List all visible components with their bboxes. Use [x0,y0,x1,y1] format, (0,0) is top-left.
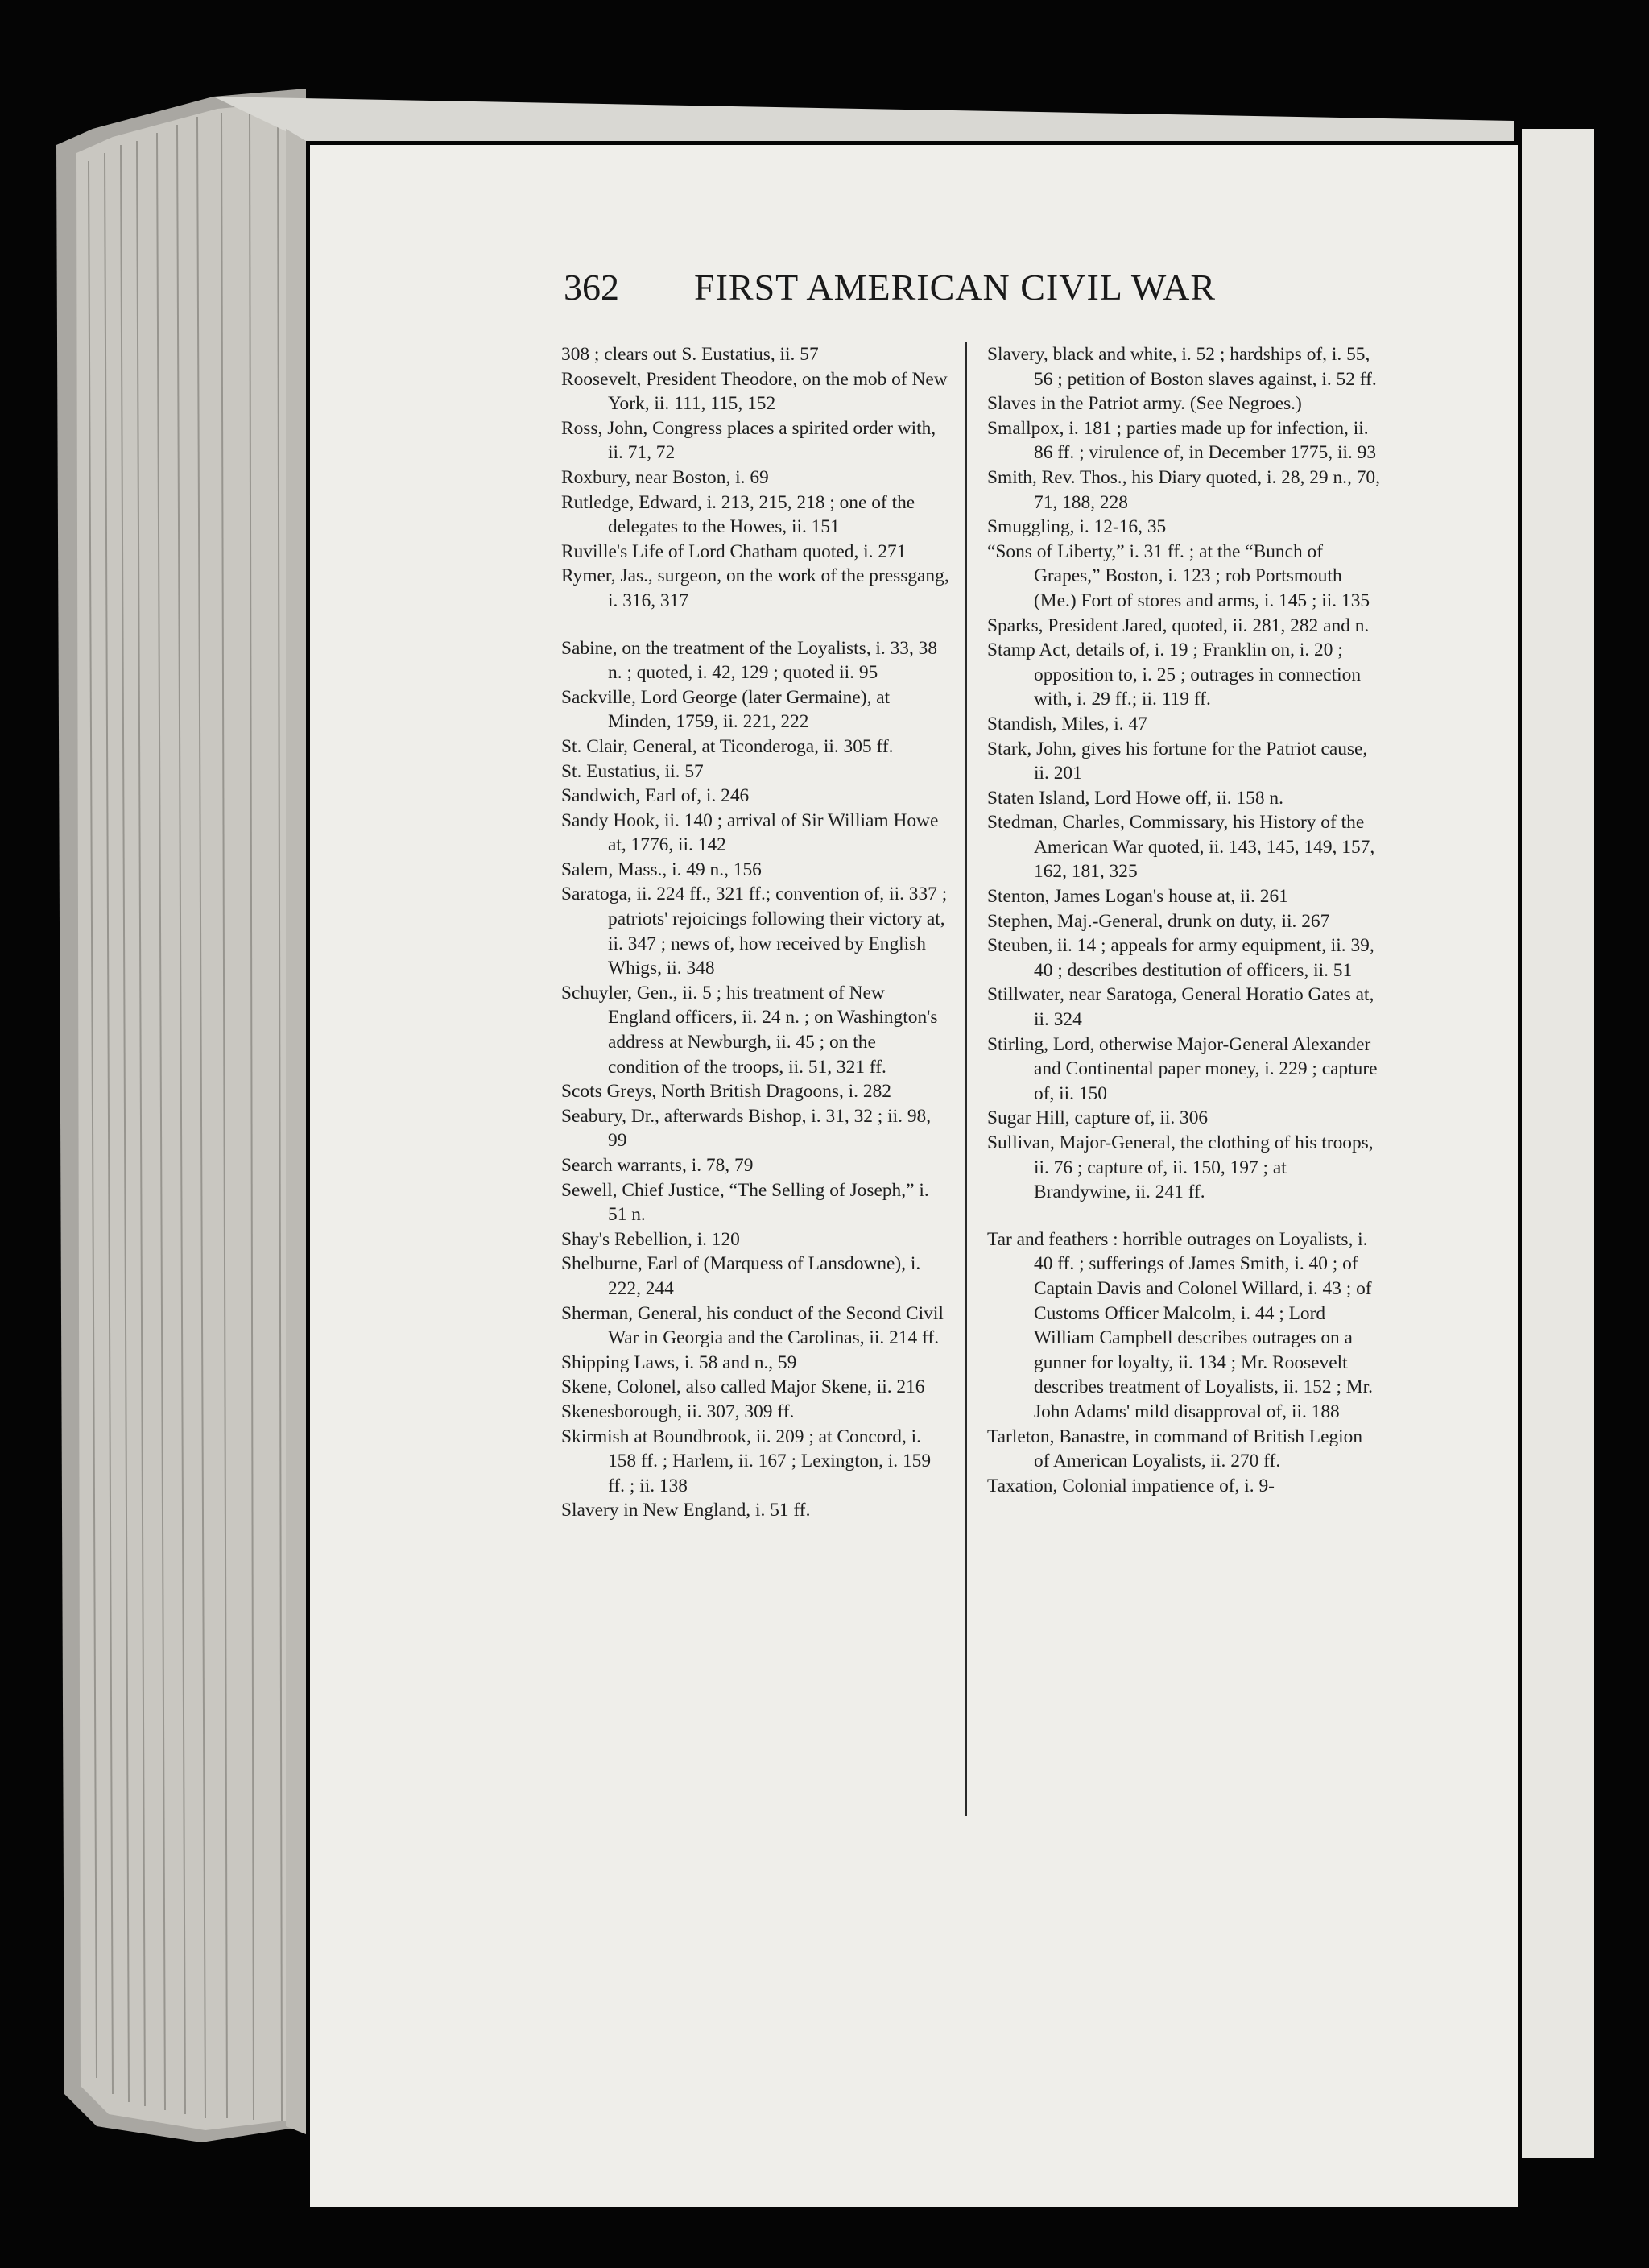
index-entry: Sewell, Chief Justice, “The Selling of Joseph,” i. 51 n. [561,1179,929,1226]
index-entry: Sabine, on the treatment of the Loyalists, i. 33, 38 n. ; quoted, i. 42, 129 ; quoted ii. 95 [561,637,938,684]
index-entry: Slavery, black and white, i. 52 ; hardships of, i. 55, 56 ; petition of Boston slaves against, i. 52 ff. [987,344,1377,390]
index-entry: Stenton, James Logan's house at, ii. 261 [987,886,1288,908]
facing-page-edge [1522,129,1594,2158]
letter-section-gap [561,614,950,636]
index-entry: Saratoga, ii. 224 ff., 321 ff.; convention of, ii. 337 ; patriots' rejoicings following their victory at, ii. 347 ; news of, how received by English Whigs, ii. 348 [561,884,948,979]
index-entry: Shay's Rebellion, i. 120 [561,1228,740,1250]
index-entry: Rutledge, Edward, i. 213, 215, 218 ; one of the delegates to the Howes, ii. 151 [561,491,915,538]
index-entry: Scots Greys, North British Dragoons, i. 282 [561,1081,891,1103]
index-entry: Tar and feathers : horrible outrages on Loyalists, i. 40 ff. ; sufferings of James Smith, i. 40 ; of Captain Davis and Colonel Willard, i. 43 ; of Customs Officer Malcolm, i. 44 ; Lord William Campbell describes outrages on a gunner for loyalty, ii. 134 ; Mr. Roosevelt describes treatment of Loyalists, ii. 152 ; Mr. John Adams' mild disapproval of, ii. 188 [987,1228,1373,1422]
index-column-left [561,342,950,1523]
index-entry: 308 ; clears out S. Eustatius, ii. 57 [561,344,819,365]
page-header [564,266,1256,322]
index-entry: “Sons of Liberty,” i. 31 ff. ; at the “Bunch of Grapes,” Boston, i. 123 ; rob Portsmouth (Me.) Fort of stores and arms, i. 145 ; ii. 135 [987,540,1370,611]
index-entry: Sandwich, Earl of, i. 246 [561,785,750,807]
index-entry: Skirmish at Boundbrook, ii. 209 ; at Concord, i. 158 ff. ; Harlem, ii. 167 ; Lexington, i. 159 ff. ; ii. 138 [561,1426,932,1496]
index-entry: Steuben, ii. 14 ; appeals for army equipment, ii. 39, 40 ; describes destitution of officers, ii. 51 [987,935,1374,981]
index-entry: St. Eustatius, ii. 57 [561,760,704,782]
index-entry: Sugar Hill, capture of, ii. 306 [987,1107,1209,1129]
letter-section-gap [987,1205,1380,1227]
index-entry: Slaves in the Patriot army. (See Negroes.) [987,393,1302,415]
index-entry: Stirling, Lord, otherwise Major-General Alexander and Continental paper money, i. 229 ; capture of, ii. 150 [987,1033,1378,1104]
index-entry: Sackville, Lord George (later Germaine), at Minden, 1759, ii. 221, 222 [561,686,891,733]
index-entry: Sullivan, Major-General, the clothing of his troops, ii. 76 ; capture of, ii. 150, 197 ; at Brandywine, ii. 241 ff. [987,1132,1374,1203]
index-entry: Standish, Miles, i. 47 [987,713,1147,735]
index-entry: St. Clair, General, at Ticonderoga, ii. 305 ff. [561,735,894,757]
index-entry: Stephen, Maj.-General, drunk on duty, ii. 267 [987,910,1330,932]
index-entry: Staten Island, Lord Howe off, ii. 158 n. [987,787,1283,809]
index-entry: Skenesborough, ii. 307, 309 ff. [561,1401,795,1422]
index-entry: Salem, Mass., i. 49 n., 156 [561,859,762,880]
running-title: FIRST AMERICAN CIVIL WAR [694,267,1217,308]
index-entry: Smuggling, i. 12-16, 35 [987,516,1167,538]
index-entry: Taxation, Colonial impatience of, i. 9- [987,1475,1275,1496]
index-entry: Rymer, Jas., surgeon, on the work of the pressgang, i. 316, 317 [561,565,949,611]
index-entry: Seabury, Dr., afterwards Bishop, i. 31, 32 ; ii. 98, 99 [561,1105,932,1152]
index-entry: Smith, Rev. Thos., his Diary quoted, i. 28, 29 n., 70, 71, 188, 228 [987,466,1380,513]
index-entry: Tarleton, Banastre, in command of British Legion of American Loyalists, ii. 270 ff. [987,1426,1363,1472]
index-entry: Roosevelt, President Theodore, on the mob of New York, ii. 111, 115, 152 [561,368,948,415]
index-entry: Shipping Laws, i. 58 and n., 59 [561,1351,797,1373]
index-entry: Smallpox, i. 181 ; parties made up for infection, ii. 86 ff. ; virulence of, in December 1775, ii. 93 [987,417,1377,464]
index-entry: Stillwater, near Saratoga, General Horatio Gates at, ii. 324 [987,984,1374,1031]
index-entry: Sparks, President Jared, quoted, ii. 281, 282 and n. [987,615,1370,636]
index-entry: Shelburne, Earl of (Marquess of Lansdowne), i. 222, 244 [561,1253,921,1299]
index-entry: Stamp Act, details of, i. 19 ; Franklin on, i. 20 ; opposition to, i. 25 ; outrages in connection with, i. 29 ff.; ii. 119 ff. [987,639,1362,710]
index-entry: Sandy Hook, ii. 140 ; arrival of Sir William Howe at, 1776, ii. 142 [561,809,939,856]
page-number: 362 [564,267,619,308]
index-entry: Slavery in New England, i. 51 ff. [561,1500,811,1521]
index-entry: Stedman, Charles, Commissary, his History of the American War quoted, ii. 143, 145, 149, 157, 162, 181, 325 [987,812,1375,883]
index-entry: Search warrants, i. 78, 79 [561,1155,754,1176]
column-divider [965,342,967,1816]
index-entry: Schuyler, Gen., ii. 5 ; his treatment of New England officers, ii. 24 n. ; on Washington's address at Newburgh, ii. 45 ; on the condition of the troops, ii. 51, 321 ff. [561,982,938,1078]
index-entry: Sherman, General, his conduct of the Second Civil War in Georgia and the Carolinas, ii. 214 ff. [561,1302,944,1349]
index-entry: Ruville's Life of Lord Chatham quoted, i. 271 [561,540,907,562]
index-entry: Stark, John, gives his fortune for the Patriot cause, ii. 201 [987,738,1368,784]
index-column-right [987,342,1380,1498]
index-entry: Roxbury, near Boston, i. 69 [561,466,769,488]
index-entry: Skene, Colonel, also called Major Skene, ii. 216 [561,1376,925,1398]
index-entry: Ross, John, Congress places a spirited order with, ii. 71, 72 [561,417,936,464]
